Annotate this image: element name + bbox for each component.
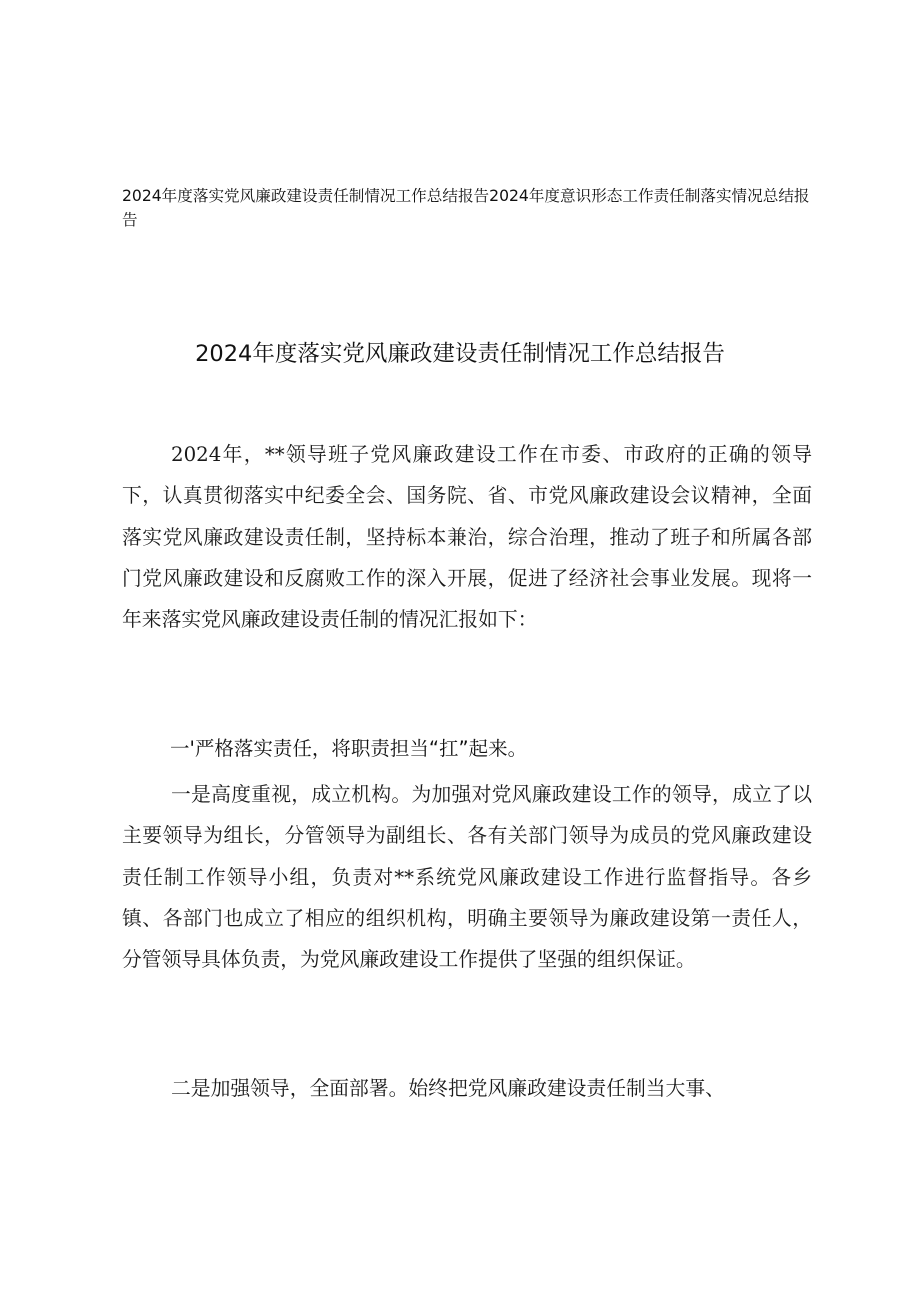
section-heading-1: 一'严格落实责任，将职责担当“扛”起来。 [170, 737, 528, 760]
paragraph-establish-organization: 一是高度重视，成立机构。为加强对党风廉政建设工作的领导，成立了以主要领导为组长，分管领导为副组长、各有关部门领导为成员的党风廉政建设责任制工作领导小组，负责对**系统党风廉政建设工作进行监督指导。各乡镇、各部门也成立了相应的组织机构，明确主要领导为廉政建设第一责任人，分管领导具体负责，为党风廉政建设工作提供了坚强的组织保证。 [122, 783, 812, 972]
intro-paragraph: 2024年，**领导班子党风廉政建设工作在市委、市政府的正确的领导下，认真贯彻落实中纪委全会、国务院、省、市党风廉政建设会议精神，全面落实党风廉政建设责任制，坚持标本兼治，综合治理，推动了班子和所属各部门党风廉政建设和反腐败工作的深入开展，促进了经济社会事业发展。现将一年来落实党风廉政建设责任制的情况汇报如下： [122, 443, 812, 632]
document-header-title: 2024年度落实党风廉政建设责任制情况工作总结报告2024年度意识形态工作责任制落实情况总结报告 [122, 187, 810, 229]
report-title: 2024年度落实党风廉政建设责任制情况工作总结报告 [195, 341, 725, 367]
paragraph-strengthen-leadership: 二是加强领导，全面部署。始终把党风廉政建设责任制当大事、 [171, 1077, 725, 1100]
